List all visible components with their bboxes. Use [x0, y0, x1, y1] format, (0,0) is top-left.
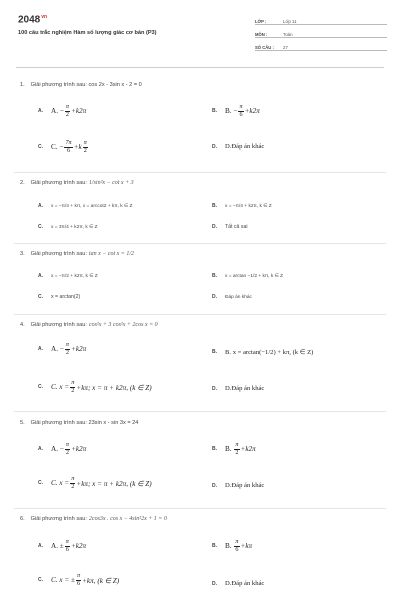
option-math: [51, 140, 89, 154]
option-letter: B.: [212, 446, 217, 453]
option-letter: C.: [38, 480, 43, 487]
option-math: [51, 380, 152, 394]
fraction: [238, 104, 243, 118]
stem-math: tan x − cot x = 1/2: [88, 251, 134, 257]
meta-value: Lớp 11: [283, 19, 297, 24]
option-text: B. x = arctan(−1/2) + kπ, (k ∈ Z): [225, 349, 314, 356]
option-c[interactable]: [38, 476, 152, 490]
option-c[interactable]: [38, 294, 80, 300]
question-text: Giải phương trình sau:: [30, 180, 87, 186]
math-sign: ±: [59, 542, 64, 551]
math-tail: +k2π: [70, 107, 87, 116]
question-3: [20, 251, 382, 257]
option-letter: A.: [38, 543, 43, 550]
denominator: 2: [65, 111, 69, 119]
option-d[interactable]: [212, 385, 264, 392]
question-stem: [20, 420, 382, 426]
option-math: [51, 573, 119, 587]
meta-row-subject: [255, 27, 387, 38]
math-pre: C. x =: [51, 479, 70, 488]
question-number: 4.: [20, 322, 25, 328]
option-letter: D.: [212, 580, 217, 587]
question-number: 3.: [20, 251, 25, 257]
option-letter: B.: [212, 543, 217, 550]
meta-row-count: [255, 40, 387, 51]
fraction: [234, 539, 239, 553]
denominator: 6: [235, 546, 239, 554]
math-tail: +kπ, (k ∈ Z): [82, 576, 120, 585]
option-letter: C.: [38, 384, 43, 391]
option-a[interactable]: [38, 203, 132, 209]
question-text: Giải phương trình sau:: [30, 322, 87, 328]
option-letter: C.: [38, 294, 43, 300]
math-tail: +kπ; x = π + k2π, (k ∈ Z): [76, 383, 152, 392]
option-math: [51, 342, 86, 356]
numerator: 7π: [65, 139, 72, 146]
fraction: [76, 573, 81, 587]
option-letter: A.: [38, 446, 43, 453]
option-letter: A.: [38, 108, 43, 115]
fraction: [65, 442, 70, 456]
option-letter: C.: [38, 577, 43, 584]
option-math: [51, 539, 86, 553]
denominator: 2: [83, 147, 87, 155]
option-b[interactable]: [212, 442, 256, 456]
math-tail: +k2π: [70, 345, 87, 354]
fraction: [83, 140, 88, 154]
question-separator: [14, 314, 386, 315]
option-text: D.Đáp án khác: [225, 580, 265, 587]
denominator: 6: [76, 580, 81, 588]
question-separator: [14, 508, 386, 509]
math-sign: −: [59, 107, 64, 116]
question-text: Giải phương trình sau:: [30, 251, 87, 257]
math-sign: −: [59, 143, 64, 152]
option-prefix: B.: [225, 107, 232, 116]
option-math: [225, 104, 260, 118]
option-text: x = 3π/4 + k2π, k ∈ Z: [51, 224, 98, 230]
option-b[interactable]: [212, 348, 313, 356]
option-text: x = −π/2 + k2π, k ∈ Z: [51, 273, 98, 279]
fraction: [65, 104, 70, 118]
math-tail: +kπ; x = π + k2π, (k ∈ Z): [76, 479, 152, 488]
option-d[interactable]: [212, 482, 264, 489]
option-text: D.Đáp án khác: [225, 385, 265, 392]
math-sign: −: [233, 107, 238, 116]
numerator: π: [235, 538, 239, 545]
math-tail: +k2π: [244, 107, 260, 116]
option-b[interactable]: [212, 203, 272, 209]
option-math: [225, 442, 256, 456]
fraction: [65, 539, 70, 553]
meta-label: SỐ CÂU :: [255, 45, 274, 50]
option-text: Tất cả sai: [225, 224, 248, 230]
numerator: π: [71, 379, 75, 386]
question-separator: [14, 243, 386, 244]
option-c[interactable]: [38, 140, 89, 154]
math-tail: +k2π: [240, 445, 256, 454]
option-d[interactable]: [212, 294, 252, 300]
option-text: Đáp án khác: [225, 294, 252, 300]
question-2: [20, 180, 382, 186]
question-number: 6.: [20, 516, 25, 522]
option-letter: C.: [38, 144, 43, 151]
option-letter: B.: [212, 108, 217, 115]
meta-row-class: [255, 14, 387, 25]
option-letter: D.: [212, 224, 217, 230]
option-letter: D.: [212, 385, 217, 392]
stem-math: 1/sin²x − cot x + 3: [88, 180, 134, 186]
brand-suffix: vn: [41, 14, 48, 20]
meta-value: Toán: [283, 32, 293, 37]
option-text: x = −π/4 + k2π, k ∈ Z: [225, 203, 272, 209]
numerator: π: [235, 441, 239, 448]
option-letter: D.: [212, 482, 217, 489]
question-separator: [14, 172, 386, 173]
numerator: π: [65, 441, 69, 448]
option-letter: D.: [212, 294, 217, 300]
math-mid: +k: [73, 143, 82, 152]
numerator: π: [71, 475, 75, 482]
option-letter: B.: [212, 349, 217, 355]
brand-name: 2048: [18, 14, 41, 26]
option-a[interactable]: [38, 342, 86, 356]
meta-value: 27: [283, 45, 288, 50]
question-text: Giải phương trình sau:: [30, 516, 87, 522]
math-pre: C. x = ±: [51, 576, 75, 585]
document-header: [18, 14, 388, 62]
option-a[interactable]: [38, 442, 86, 456]
option-letter: D.: [212, 143, 217, 150]
option-letter: A.: [38, 203, 43, 209]
option-letter: A.: [38, 346, 43, 353]
math-pre: C. x =: [51, 383, 70, 392]
option-c[interactable]: [38, 573, 119, 587]
question-4: [20, 322, 382, 328]
denominator: 6: [67, 147, 71, 155]
denominator: 2: [235, 449, 239, 457]
option-c[interactable]: [38, 380, 152, 394]
option-math: [51, 442, 86, 456]
option-letter: B.: [212, 203, 217, 209]
question-number: 5.: [20, 420, 25, 426]
fraction: [64, 140, 72, 154]
question-number: 2.: [20, 180, 25, 186]
question-1: [20, 82, 382, 88]
option-text: x = arctan −1/2 + kπ, k ∈ Z: [225, 273, 284, 279]
option-d[interactable]: [212, 580, 264, 587]
option-b[interactable]: [212, 273, 283, 279]
fraction: [234, 442, 239, 456]
numerator: π: [83, 139, 87, 146]
option-a[interactable]: [38, 104, 86, 118]
question-stem: [20, 516, 382, 522]
option-prefix: B.: [225, 542, 232, 551]
header-divider: [16, 67, 384, 68]
meta-box: [255, 14, 387, 53]
option-math: [225, 539, 252, 553]
math-tail: +k2π: [70, 445, 87, 454]
question-stem: [20, 251, 382, 257]
question-separator: [14, 411, 386, 412]
question-5: [20, 420, 382, 426]
option-text: x = arctan(2): [51, 294, 81, 300]
meta-label: MÔN :: [255, 32, 268, 37]
option-b[interactable]: [212, 104, 260, 118]
numerator: π: [65, 341, 69, 348]
meta-label: LỚP :: [255, 19, 267, 24]
numerator: π: [239, 103, 243, 110]
stem-math: cos²x + 3 cos²x + 2cos x = 0: [88, 322, 158, 328]
math-sign: −: [59, 445, 64, 454]
question-text: Giải phương trình sau: cos 2x - 3sin x - 2 = 0: [30, 82, 142, 88]
option-text: D.Đáp án khác: [225, 143, 265, 150]
fraction: [70, 476, 75, 490]
denominator: 6: [239, 111, 243, 119]
numerator: π: [65, 538, 69, 545]
question-text: Giải phương trình sau: 23sin x - sin 3x = 24: [30, 420, 139, 426]
option-math: [51, 104, 86, 118]
denominator: 2: [71, 483, 75, 491]
option-prefix: A.: [51, 445, 58, 454]
option-prefix: B.: [225, 445, 232, 454]
option-text: x = −π/4 + kπ, x = arccot2 + kπ, k ∈ Z: [51, 203, 133, 209]
option-b[interactable]: [212, 539, 252, 553]
option-prefix: A.: [51, 542, 58, 551]
page-title: 100 câu trắc nghiệm Hàm số lượng giác cơ bản (P3): [18, 30, 157, 36]
question-stem: [20, 82, 382, 88]
question-stem: [20, 180, 382, 186]
option-prefix: C.: [51, 143, 58, 152]
option-d[interactable]: [212, 224, 248, 230]
option-c[interactable]: [38, 224, 98, 230]
denominator: 2: [65, 449, 69, 457]
math-tail: +k2π: [70, 542, 87, 551]
numerator: π: [76, 572, 81, 579]
stem-math: 2cos3x . cos x − 4sin²2x + 1 = 0: [88, 516, 167, 522]
option-math: [51, 476, 152, 490]
math-tail: +kπ: [240, 542, 253, 551]
option-prefix: A.: [51, 345, 58, 354]
denominator: 2: [65, 349, 69, 357]
denominator: 6: [65, 546, 69, 554]
fraction: [65, 342, 70, 356]
question-6: [20, 516, 382, 522]
question-number: 1.: [20, 82, 25, 88]
option-d[interactable]: [212, 143, 264, 150]
option-letter: C.: [38, 224, 43, 230]
option-prefix: A.: [51, 107, 58, 116]
denominator: 2: [71, 387, 75, 395]
option-a[interactable]: [38, 273, 98, 279]
numerator: π: [65, 103, 69, 110]
math-sign: −: [59, 345, 64, 354]
option-letter: B.: [212, 273, 217, 279]
option-a[interactable]: [38, 539, 86, 553]
question-stem: [20, 322, 382, 328]
option-letter: A.: [38, 273, 43, 279]
option-text: D.Đáp án khác: [225, 482, 265, 489]
fraction: [70, 380, 75, 394]
